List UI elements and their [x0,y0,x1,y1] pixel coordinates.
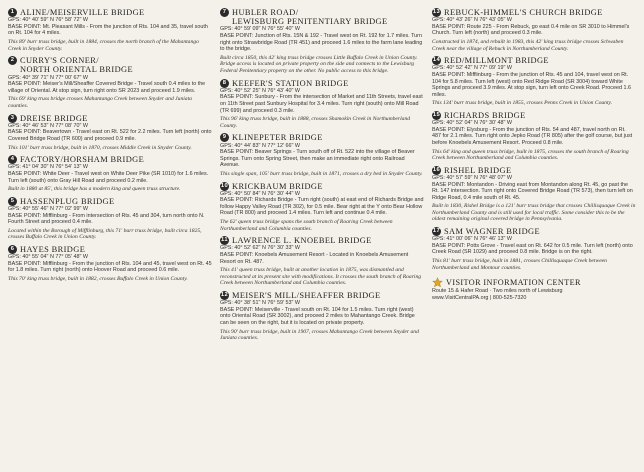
base-point-label: BASE POINT: [8,81,42,88]
bridge-description: Built circa 1850, this 42' king truss bridge crosses Little Buffalo Creek in Union County. Bridge access is located on private property on the side and connects to the Lewisburg Federal Penitentiary property on the other. No public access to this bridge. [220,54,418,74]
base-point-text: Junction of Rts. 15N & 192 - Travel west on Rt. 192 for 1.7 miles. Turn right onto Strawbridge Road (TR 451) and proceed 1.6 miles to the farm lane leading to the bridge. [220,33,423,53]
bridge-entry [432,56,636,107]
bridge-entry [8,155,212,193]
base-point-label: BASE POINT: [8,23,42,30]
bridge-entry [8,245,212,283]
bridge-entry [8,197,212,241]
visitor-title: VISITOR INFORMATION CENTER [446,278,581,288]
bridge-title: ALINE/MEISERVILLE BRIDGE [20,8,145,17]
bridge-title: LAWRENCE L. KNOEBEL BRIDGE [232,236,372,246]
base-point-label: BASE POINT: [432,242,466,249]
bridge-gps: GPS: 40° 50' 84" N 76° 30' 44" W [220,190,301,197]
bridge-base-point [8,213,212,226]
column-right [432,8,636,466]
bridge-title: KRICKBAUM BRIDGE [232,181,323,191]
bridge-description: This single span, 105' burr truss bridge, built in 1871, crosses a dry bed in Snyder County. [220,170,423,177]
base-point-label: BASE POINT: [220,197,254,204]
base-point-text: Beaver Springs - Turn south off of Rt. 522 into the village of Beaver Springs. Turn onto Spring Street, then make an immediate right onto Railroad Avenue. [220,149,415,169]
bridge-title: REBUCK-HIMMEL'S CHURCH BRIDGE [444,8,603,17]
base-point-label: BASE POINT: [220,94,254,101]
bridge-gps: GPS: 40° 46' 53" N 77° 08' 70" W [8,122,89,129]
bridge-number-badge: 4 [8,155,17,164]
bridge-title: HASSENPLUG BRIDGE [20,196,115,206]
bridge-description: Built in 1830, Rishel Bridge is a 121' burr truss bridge that crosses Chillisquaque Creek in Northumberland County and is still used for local traffic. Some consider this to be the oldest remaining original covered bridge in Pennsylvania. [432,203,636,223]
base-point-label: BASE POINT: [432,126,466,133]
bridge-number-badge: 6 [8,245,17,254]
bridge-gps: GPS: 40° 59' 09" N 76° 55' 40" W [220,26,301,33]
bridge-title-row [220,236,424,245]
base-point-text: Mt. Pleasant Mills - From the junction of Rts. 104 and 35, travel south on Rt. 104 for 4 miles. [8,23,208,37]
bridge-entry [432,111,636,162]
bridge-gps: GPS: 41° 04' 30" N 76° 54' 13" W [8,164,89,171]
bridge-title-row [432,56,636,65]
bridge-description: This 70' king truss bridge, built in 1882, crosses Buffalo Creek in Union County. [8,275,188,282]
column-middle [220,8,424,466]
base-point-text: Route 225 - From Rebuck, go east 0.4 mile on SR 3010 to Himmel's Church. Turn left (north) and proceed 0.3 mile. [432,23,630,37]
base-point-label: BASE POINT: [220,149,254,156]
base-point-label: BASE POINT: [432,23,466,30]
base-point-label: BASE POINT: [220,33,254,39]
bridge-description: This 81' burr truss bridge, built in 1881, crosses Chillisquaque Creek between Northumberland and Montour counties. [432,258,607,271]
bridge-entry [8,8,212,52]
base-point-text: Knoebels Amusement Resort - Located in Knoebels Amusement Resort on Rt. 487. [220,252,409,265]
visitor-address: Route 15 & Hafer Road · Two miles north of Lewisburg [432,288,563,295]
bridge-base-point [432,182,636,202]
column-left [8,8,212,466]
bridge-title-row [8,245,212,254]
bridge-number-badge: 13 [432,9,441,15]
bridge-description: Located within the Borough of Mifflinburg, this 71' burr truss bridge, built circa 1825, crosses Buffalo Creek in Union County. [8,227,202,241]
bridge-title-row [220,79,424,88]
bridge-description: The 62' queen truss bridge spans the south branch of Roaring Creek between Northumberland and Columbia counties. [220,219,393,232]
bridge-description: This 96' king truss bridge, built in 1888, crosses Shamokin Creek in Northumberland County. [220,116,411,129]
bridge-title: RISHEL BRIDGE [444,165,512,175]
bridge-title-row [220,133,424,142]
bridge-entry [220,8,424,75]
base-point-text: Meiserville - Travel south on Rt. 104 for 1.5 miles. Turn right (west) onto Oriental Road (SR 3002), and proceed 2 miles to Mahantango Creek. Bridge can be seen on the right, but it is located on private property. [220,306,415,327]
bridge-title: KEEFER'S STATION BRIDGE [232,78,349,88]
bridge-title-row [8,197,212,206]
bridge-title: RED/MILLMONT BRIDGE [444,56,549,66]
bridge-gps: GPS: 40° 39' 71" N 77° 00' 67" W [8,74,89,81]
bridge-title-row [432,8,636,17]
bridge-title-row [220,182,424,191]
bridge-number-badge: 14 [432,57,441,64]
bridge-title-row [8,155,212,164]
bridge-entry [432,227,636,271]
base-point-text: Elysburg - From the junction of Rts. 54 and 487, travel north on Rt. 487 for 2.1 miles. Turn right onto Jepko Road (TR 805) after the golf course, but just before Knoebels Amusement Resort. Proceed 0.8 mile. [432,126,633,146]
bridge-number-badge: 8 [220,79,229,88]
bridge-entry [8,56,212,109]
visitor-contact[interactable]: www.VisitCentralPA.org | 800-525-7320 [432,294,527,301]
star-icon [432,277,443,288]
bridge-number-badge: 11 [221,237,228,244]
bridge-entry [432,8,636,52]
base-point-text: Sunbury - From the intersection of Market and 11th Streets, travel east on 11th Street past Sunbury Hospital for 3.4 miles. Turn right (south) onto Mill Road (TR 699) and proceed 0.3 mile. [220,94,423,114]
base-point-text: Meiser's Mill/Sheaffer Covered Bridge - Travel south 0.4 miles to the village of Oriental. At stop sign, turn right onto SR 2023 and proceed 1.9 miles. [8,81,206,94]
bridge-gps: GPS: 40° 55' 04" N 77° 05' 48" W [8,254,89,261]
bridge-number-badge: 5 [8,197,17,206]
bridge-gps: GPS: 40° 44' 83" N 77° 12' 66" W [220,142,301,149]
bridge-entry [220,79,424,130]
bridge-description: This 41' queen truss bridge, built at another location in 1875, was dismantled and reconstructed at its present site with modifications. It crosses the south branch of Roaring Creek between Northumberland and Columbia counties. [220,267,422,287]
bridge-title-row [432,111,636,120]
base-point-label: BASE POINT: [8,212,42,219]
bridge-number-badge: 17 [432,228,441,235]
bridge-number-badge: 12 [220,292,229,299]
bridge-number-badge: 1 [8,8,17,17]
bridge-gps: GPS: 40° 43' 26" N 76° 43' 05" W [432,17,513,24]
bridge-description: Built in 1880 at 85', this bridge has a modern king and queen truss structure. [8,186,181,193]
base-point-label: BASE POINT: [220,252,254,259]
base-point-text: Richards Bridge - Turn right (south) at east end of Richards Bridge and follow Happy Valley Road (TR 302), for 0.5 mile. Bear right at the Y onto Bear Hollow Road (TR 800) and proceed 1.4 miles. Turn left and continue 0.4 mile. [220,197,424,217]
base-point-label: BASE POINT: [220,306,254,313]
bridge-entry [220,291,424,342]
base-point-text: Mifflinburg - From the junction of Rts. 45 and 104, travel west on Rt. 104 for 5.8 miles. Turn left (west) onto Red Ridge Road (SR 3004) toward White Springs and proceed 3.9 miles. At stop sign, turn left onto Creek Road. Proceed 1.6 miles. [432,71,631,98]
bridge-number-badge: 2 [8,56,17,65]
bridge-gps: GPS: 40° 55' 46" N 77° 02' 99" W [8,205,89,212]
bridge-title-row [8,8,212,17]
bridge-gps: GPS: 40° 40' 59" N 76° 58' 72" W [8,17,89,24]
bridge-number-badge: 10 [220,182,229,189]
bridge-title: HUBLER ROAD/ LEWISBURG PENITENTIARY BRIDGE [232,8,388,27]
base-point-label: BASE POINT: [432,71,466,78]
bridge-title: HAYES BRIDGE [20,244,86,254]
bridge-title: RICHARDS BRIDGE [444,110,526,120]
bridge-base-point [220,149,424,169]
bridge-title: KLINEPETER BRIDGE [232,133,323,143]
base-point-text: Mifflinburg - From the junction of Rts. 104 and 45, travel west on Rt. 45 for 1.8 miles. Turn right (north) onto Hoover Road and proceed 0.6 mile. [8,260,212,274]
bridge-number-badge: 7 [220,8,229,17]
bridge-title: FACTORY/HORSHAM BRIDGE [20,155,145,165]
bridge-title-row [432,166,636,175]
base-point-label: BASE POINT: [8,260,42,267]
bridge-description: This 64' king and queen truss bridge, built in 1875, crosses the south branch of Roaring Creek between Northumberland and Columbia counties. [432,148,629,162]
bridge-description: Constructed in 1874, and rebuilt in 1983, this 42' king truss bridge crosses Schwaben Creek near the village of Rebuck in Northumberland County. [432,38,624,52]
bridge-base-point [8,24,212,37]
bridge-base-point [8,171,212,184]
base-point-text: Montandon - Driving east from Montandon along Rt. 45, go past the Rt. 147 intersection. Turn right onto Covered Bridge Road (TR 573), then turn left on Ridge Road, 0.4 mile south of Rt. 45. [432,181,633,201]
base-point-text: Potts Grove - Travel east on Rt. 642 for 0.5 mile. Turn left (north) onto Creek Road (SR 1029) and proceed 0.8 mile. Bridge is on the right. [432,242,633,256]
bridge-entry [8,114,212,152]
bridge-number-badge: 3 [8,114,17,123]
bridge-base-point [220,94,424,114]
bridge-title: SAM WAGNER BRIDGE [444,227,540,237]
bridge-title-row [8,114,212,123]
bridge-entry [220,133,424,177]
bridge-gps: GPS: 40° 38' 51" N 76° 59' 53" W [220,300,301,307]
bridge-base-point [220,307,424,327]
bridge-base-point [8,261,212,274]
bridge-description: This 69' king truss bridge crosses Mahantango Creek between Snyder and Juniata counties. [8,96,192,109]
bridge-number-badge: 9 [220,133,229,142]
bridge-title: CURRY'S CORNER/ NORTH ORIENTAL BRIDGE [20,56,133,75]
base-point-label: BASE POINT: [8,170,42,177]
bridge-title-row [220,8,424,26]
bridge-base-point [220,197,424,217]
bridge-number-badge: 16 [432,166,441,173]
bridge-gps: GPS: 40° 57' 59" N 76° 48' 07" W [432,174,513,181]
bridge-base-point [432,24,636,37]
base-point-label: BASE POINT: [8,129,42,136]
bridge-base-point [8,81,212,94]
bridge-gps: GPS: 40° 52' 04" N 76° 30' 48" W [432,120,513,127]
bridge-number-badge: 15 [432,111,441,118]
bridge-title-row [432,227,636,236]
bridge-title: MEISER'S MILL/SHEAFFER BRIDGE [232,291,381,301]
bridge-title: DREISE BRIDGE [20,113,88,123]
bridge-base-point [432,243,636,256]
bridge-gps: GPS: 40° 52' 42" N 77° 09' 19" W [432,65,513,72]
bridge-gps: GPS: 40° 52' 25" N 76° 43' 40" W [220,87,301,94]
bridge-base-point [432,127,636,147]
base-point-text: Mifflinburg - From intersection of Rts. 45 and 304, turn north onto N. Fourth Street and proceed 0.4 mile. [8,212,205,226]
visitor-info-center [432,277,636,301]
bridge-entry [220,182,424,233]
visitor-title-row [432,277,636,288]
base-point-text: White Deer - Travel west on White Deer Pike (SR 1010) for 1.6 miles. Turn left (south) onto Gray Hill Road and proceed 0.2 mile. [8,170,209,184]
bridge-description: This 89' burr truss bridge, built in 1884, crosses the north branch of the Mahantango Creek in Snyder County. [8,38,199,52]
bridge-description: This 134' burr truss bridge, built in 1855, crosses Penns Creek in Union County. [432,100,613,107]
bridge-title-row [8,56,212,74]
bridge-base-point [220,252,424,265]
bridge-base-point [220,33,424,53]
bridge-base-point [8,129,212,142]
base-point-label: BASE POINT: [432,181,466,188]
bridge-base-point [432,72,636,98]
bridge-gps: GPS: 40° 52' 62" N 76° 30' 33" W [220,245,301,252]
bridge-entry [432,166,636,223]
bridge-description: This 90' burr truss bridge, built in 1907, crosses Mahantango Creek between Snyder and Juniata counties. [220,328,419,342]
bridge-entry [220,236,424,287]
bridge-title-row [220,291,424,300]
bridge-description: This 101' burr truss bridge, built in 1870, crosses Middle Creek in Snyder County. [8,144,192,151]
base-point-text: Beavertown - Travel east on Rt. 522 for 2.2 miles. Turn left (north) onto Covered Bridge Road (TR 600) and proceed 0.9 mile. [8,129,212,142]
bridge-gps: GPS: 41° 00' 06" N 76° 46' 13" W [432,236,513,243]
